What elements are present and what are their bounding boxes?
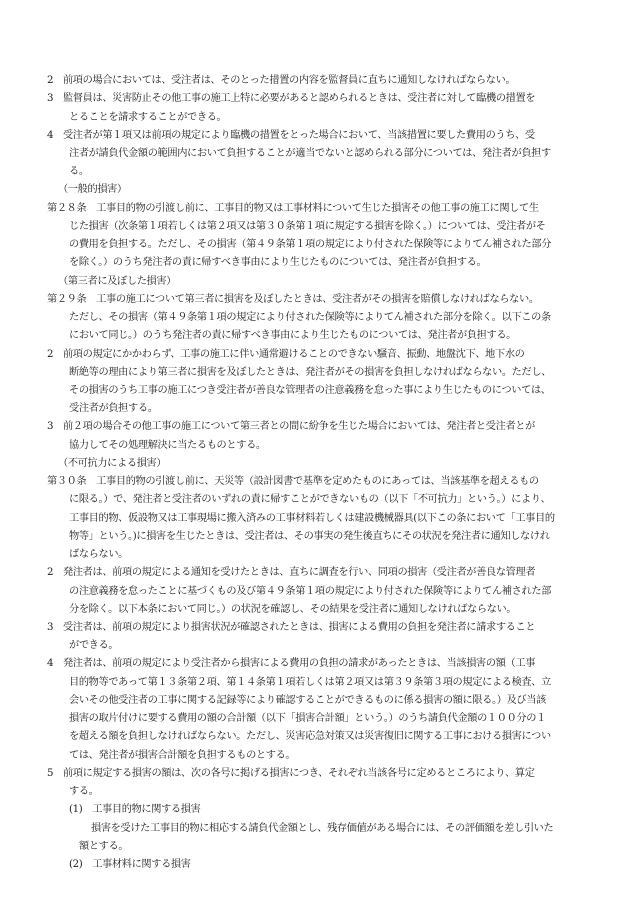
text-line: 分を除く。以下本条において同じ。）の状況を確認し、その結果を受注者に通知しなければならない。	[69, 603, 517, 615]
text-line: 協力してその処理解決に当たるものとする。	[69, 439, 266, 451]
text-line: 5 前項に規定する損害の額は、次の各号に掲げる損害につき、それぞれ当該各号に定めるところにより、算定	[47, 767, 535, 779]
text-line: じた損害（次条第１項若しくは第２項又は第３０条第１項に規定する損害を除く。）については、受注者がそ	[69, 220, 546, 232]
text-line: 2 発注者は、前項の規定による通知を受けたときは、直ちに調査を行い、同項の損害（受注者が善良な管理者	[47, 567, 536, 579]
section-heading: （一般的損害）	[58, 184, 127, 196]
text-line: 目的物等であって第１３条第２項、第１４条第１項若しくは第２項又は第３９条第３項の規定による検査、立	[69, 676, 551, 688]
text-line: 額とする。	[79, 840, 129, 852]
text-line: ては、発注者が損害合計額を負担するものとする。	[69, 749, 296, 761]
text-line: 第３０条 工事目的物の引渡し前に、天災等（設計図書で基準を定めたものにあっては、当該基準を超えるもの	[47, 476, 539, 488]
text-line: 4 受注者が第１項又は前項の規定により臨機の措置をとった場合において、当該措置に要した費用のうち、受	[47, 129, 535, 141]
text-line: とることを請求することができる。	[69, 111, 227, 123]
subsection-heading: (1) 工事目的物に関する損害	[69, 804, 201, 816]
text-line: の注意義務を怠ったことに基づくもの及び第４９条第１項の規定により付された保険等によりてん補された部	[69, 585, 552, 597]
text-line: 損害の取片付けに要する費用の額の合計額（以下「損害合計額」という。）のうち請負代金額の１００分の１	[69, 713, 546, 725]
text-line: ばならない。	[69, 549, 129, 560]
section-heading: （第三者に及ぼした損害）	[58, 275, 177, 287]
text-line: 工事目的物、仮設物又は工事現場に搬入済みの工事材料若しくは建設機械器具(以下この条において「工事目的	[69, 512, 555, 524]
text-line: 注者が請負代金額の範囲内において負担することが適当でないと認められる部分については、発注者が負担す	[69, 147, 551, 159]
text-line: 3 監督員は、災害防止その他工事の施工上特に必要があると認められるときは、受注者に対して臨機の措置を	[47, 93, 536, 105]
text-line: 3 受注者は、前項の規定により損害状況が確認されたときは、損害による費用の負担を発注者に請求すること	[47, 622, 536, 633]
text-line: において同じ。）のうち発注者の責に帰すべき事由により生じたものについては、発注者が負担する。	[69, 330, 517, 342]
text-line: 損害を受けた工事目的物に相応する請負代金額とし、残存価値がある場合には、その評価額を差し引いた	[91, 822, 554, 834]
text-line: 3 前２項の場合その他工事の施工について第三者との間に紛争を生じた場合においては、発注者と受注者とが	[47, 421, 535, 433]
subsection-heading: (2) 工事材料に関する損害	[69, 859, 191, 870]
text-line: 4 発注者は、前項の規定により受注者から損害による費用の負担の請求があったときは、当該損害の額（工事	[47, 658, 536, 670]
text-line: 第２８条 工事目的物の引渡し前に、工事目的物又は工事材料について生じた損害その他工事の施工に関して生	[47, 202, 539, 214]
text-line: ができる。	[69, 640, 119, 652]
text-line: 会いその他受注者の工事に関する記録等により確認することができるものに係る損害の額に限る。）及び当該	[69, 694, 546, 706]
text-line: 2 前項の場合においては、受注者は、そのとった措置の内容を監督員に直ちに通知しなければならない。	[47, 75, 516, 86]
section-heading: （不可抗力による損害）	[58, 457, 167, 469]
text-line: ただし、その損害（第４９条第１項の規定により付された保険等によりてん補された部分を除く。以下この条	[69, 312, 551, 323]
text-line: その損害のうち工事の施工につき受注者が善良な管理者の注意義務を怠った事により生じたものについては、	[69, 385, 551, 396]
text-line: の費用を負担する。ただし、その損害（第４９条第１項の規定により付された保険等によりてん補された部分	[69, 239, 552, 251]
text-line: に限る。）で、発注者と受注者のいずれの責に帰すことができないもの（以下「不可抗力」という。）により、	[69, 494, 551, 506]
text-line: 物等」という。)に損害を生じたときは、受注者は、その事実の発生後直ちにその状況を発注者に通知しなけれ	[69, 530, 550, 542]
text-line: を除く。）のうち発注者の責に帰すべき事由により生じたものについては、発注者が負担する。	[69, 257, 487, 269]
text-line: 第２９条 工事の施工について第三者に損害を及ぼしたときは、受注者がその損害を賠償しなければならない。	[47, 293, 539, 305]
text-line: 受注者が負担する。	[69, 403, 158, 415]
text-line: を超える額を負担しなければならない。ただし、災害応急対策又は災害復旧に関する工事における損害につい	[69, 731, 551, 743]
text-line: する。	[69, 786, 99, 798]
text-line: る。	[69, 166, 89, 178]
text-line: 2 前項の規定にかかわらず、工事の施工に伴い通常避けることのできない騒音、振動、地盤沈下、地下水の	[47, 348, 525, 360]
text-line: 断絶等の理由により第三者に損害を及ぼしたときは、発注者がその損害を負担しなければならない。ただし、	[69, 366, 552, 378]
